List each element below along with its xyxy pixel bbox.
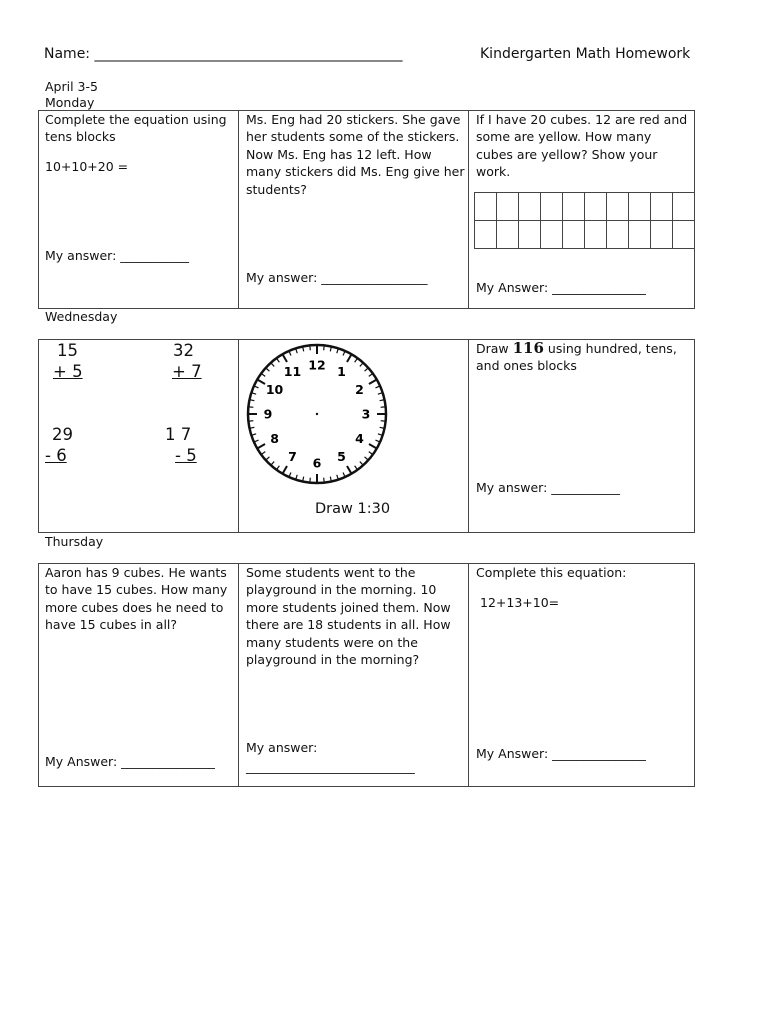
monday-q2-answer[interactable]: My answer: _________________ — [246, 270, 428, 285]
clock-number-7: 7 — [288, 448, 297, 464]
clock-tick — [258, 444, 265, 448]
problem-3-bottom: - 6 — [45, 446, 67, 465]
day-label-thursday: Thursday — [45, 534, 104, 549]
clock-tick — [355, 359, 357, 362]
monday-q3-text: If I have 20 cubes. 12 are red and some are yellow. How many cubes are yellow? Show your work. — [476, 112, 688, 180]
wednesday-q3-answer[interactable]: My answer: ___________ — [476, 480, 621, 495]
clock-tick — [266, 457, 269, 460]
clock-tick — [250, 400, 254, 401]
clock-number-8: 8 — [270, 431, 279, 446]
wednesday-q3-number: 116 — [512, 339, 544, 357]
clock-number-1: 1 — [337, 364, 346, 380]
monday-q1-equation: 10+10+20 = — [45, 159, 129, 174]
monday-q1-answer[interactable]: My answer: ___________ — [45, 248, 190, 263]
clock-tick — [271, 363, 274, 366]
name-field[interactable]: Name: ____________________________________________ — [44, 46, 403, 62]
clock-tick — [343, 472, 345, 476]
monday-table — [38, 110, 695, 309]
clock-tick — [303, 477, 304, 481]
clock-tick — [369, 374, 372, 376]
clock-tick — [330, 477, 331, 481]
wednesday-cell-3 — [469, 340, 695, 533]
clock-tick — [271, 462, 274, 465]
thursday-cell-3 — [469, 564, 695, 787]
monday-q1-text: Complete the equation using tens blocks — [45, 112, 227, 145]
clock-tick — [252, 393, 256, 394]
wednesday-cell-1 — [39, 340, 239, 533]
clock-tick — [303, 347, 304, 351]
clock-tick — [355, 466, 357, 469]
clock-number-4: 4 — [355, 431, 364, 446]
clock-number-9: 9 — [263, 406, 273, 422]
clock-tick — [252, 434, 256, 435]
clock-tick — [289, 352, 291, 356]
clock-number-6: 6 — [312, 455, 322, 471]
clock-number-10: 10 — [265, 382, 284, 397]
problem-4-top: 1 7 — [165, 425, 192, 444]
clock-number-12: 12 — [308, 357, 326, 373]
clock-tick — [378, 434, 382, 435]
thursday-q2-answer-line[interactable]: ___________________________ — [246, 759, 415, 774]
wednesday-table — [38, 339, 695, 533]
clock-tick — [343, 352, 345, 356]
monday-cell-2 — [239, 111, 469, 309]
clock-number-5: 5 — [337, 448, 346, 464]
clock-tick — [262, 374, 265, 376]
date-range: April 3-5 — [45, 79, 98, 94]
clock-number-2: 2 — [355, 382, 364, 397]
clock-tick — [258, 380, 265, 384]
clock-tick — [380, 400, 384, 401]
clock-face[interactable] — [244, 340, 394, 492]
clock-tick — [365, 368, 368, 371]
wednesday-q3-text — [476, 340, 691, 375]
page-title: Kindergarten Math Homework — [480, 46, 691, 62]
problem-2-bottom: + 7 — [172, 362, 202, 381]
clock-tick — [369, 452, 372, 454]
clock-tick — [277, 359, 279, 362]
thursday-q2-answer-label: My answer: — [246, 740, 318, 755]
clock-tick — [375, 386, 379, 388]
clock-number-11: 11 — [283, 364, 302, 380]
ten-frame-grid[interactable] — [474, 192, 694, 249]
clock-tick — [266, 368, 269, 371]
clock-tick — [250, 427, 254, 428]
clock-tick — [380, 427, 384, 428]
clock-center-dot — [316, 413, 318, 415]
thursday-q3-answer[interactable]: My Answer: _______________ — [476, 746, 646, 761]
thursday-q1-text: Aaron has 9 cubes. He wants to have 15 cubes. How many more cubes does he need to have 15 cubes in all? — [45, 565, 228, 633]
monday-q3-answer[interactable]: My Answer: _______________ — [476, 280, 646, 295]
day-label-wednesday: Wednesday — [45, 309, 118, 324]
clock-tick — [337, 475, 338, 479]
clock-tick — [255, 440, 259, 442]
thursday-q3-equation: 12+13+10= — [480, 595, 560, 610]
clock-tick — [296, 349, 297, 353]
monday-cell-3 — [469, 111, 695, 309]
clock-tick — [289, 472, 291, 476]
clock-number-3: 3 — [361, 406, 371, 422]
thursday-q2-text: Some students went to the playground in the morning. 10 more students joined them. Now there are 18 students in all. How many students were on the playground in the morning? — [246, 565, 451, 668]
problem-1-bottom: + 5 — [53, 362, 83, 381]
problem-3-top: 29 — [52, 425, 73, 444]
clock-tick — [347, 466, 351, 473]
monday-cell-1 — [39, 111, 239, 309]
clock-tick — [347, 355, 351, 362]
clock-tick — [375, 440, 379, 442]
clock-tick — [369, 444, 376, 448]
clock-tick — [360, 363, 363, 366]
clock-tick — [330, 347, 331, 351]
clock-tick — [283, 355, 287, 362]
clock-tick — [369, 380, 376, 384]
thursday-q3-text: Complete this equation: — [476, 565, 627, 580]
wednesday-q3-text-post: using hundred, tens, and ones blocks — [476, 341, 677, 374]
monday-q2-text: Ms. Eng had 20 stickers. She gave her students some of the stickers. Now Ms. Eng has 12 left. How many stickers did Ms. Eng give her students? — [246, 112, 465, 197]
clock-tick — [277, 466, 279, 469]
thursday-cell-2 — [239, 564, 469, 787]
clock-tick — [283, 466, 287, 473]
clock-tick — [296, 475, 297, 479]
clock-tick — [365, 457, 368, 460]
clock-tick — [360, 462, 363, 465]
problem-4-bottom: - 5 — [175, 446, 197, 465]
clock-tick — [262, 452, 265, 454]
clock-tick — [337, 349, 338, 353]
problem-2-top: 32 — [173, 341, 194, 360]
clock-caption: Draw 1:30 — [315, 501, 391, 517]
wednesday-cell-2 — [239, 340, 469, 533]
clock-tick — [378, 393, 382, 394]
problem-1-top: 15 — [57, 341, 78, 360]
thursday-cell-1 — [39, 564, 239, 787]
clock-tick — [255, 386, 259, 388]
thursday-table — [38, 563, 695, 787]
thursday-q1-answer[interactable]: My Answer: _______________ — [45, 754, 215, 769]
day-label-monday: Monday — [45, 95, 95, 110]
wednesday-q3-text-pre: Draw — [476, 341, 513, 356]
